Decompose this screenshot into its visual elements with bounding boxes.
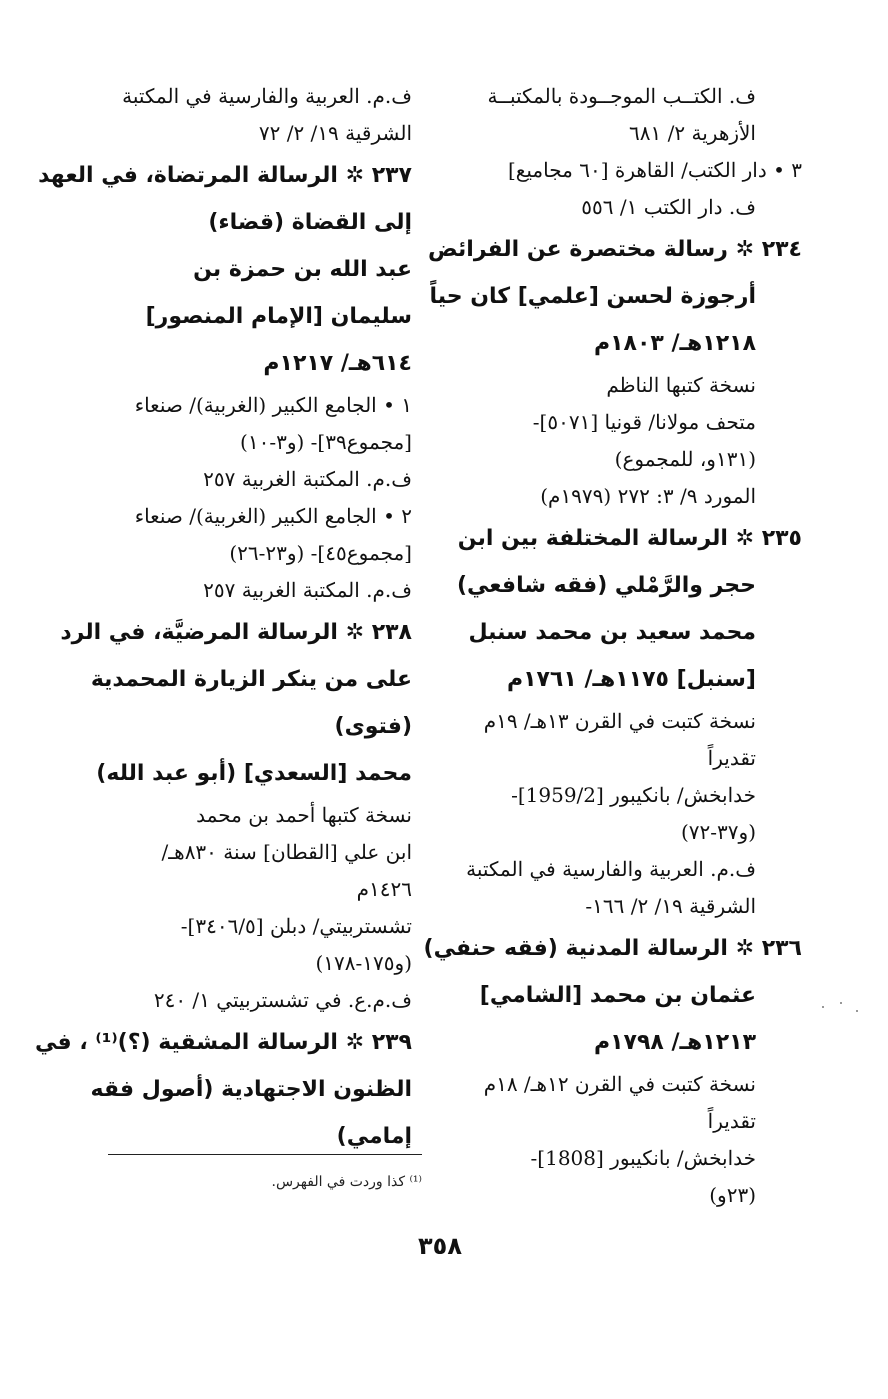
left-column-line: ٦١٤هـ/ ١٢١٧م — [263, 351, 412, 376]
right-column-line: (و٣٧-٧٢) — [680, 820, 756, 844]
left-column-line: ف.م.ع. في تشستربيتي ١/ ٢٤٠ — [153, 988, 412, 1012]
left-column-line: ١٤٢٦م — [356, 877, 412, 901]
right-column-line: ف. دار الكتب ١/ ٥٥٦ — [581, 195, 756, 219]
right-column-line: محمد سعيد بن محمد سنبل — [468, 620, 756, 645]
right-column-line: نسخة كتبت في القرن ١٣هـ/ ١٩م — [483, 709, 756, 733]
right-column-line: خدابخش/ بانكيبور [1959/2]- — [511, 783, 756, 807]
right-column-line: المورد ٩/ ٣: ٢٧٢ (١٩٧٩م) — [540, 484, 756, 508]
left-column-line: إمامي) — [336, 1124, 412, 1149]
scan-specks — [818, 1000, 878, 1020]
left-column-line: ف.م. المكتبة الغربية ٢٥٧ — [203, 467, 412, 491]
right-column-line: نسخة كتبت في القرن ١٢هـ/ ١٨م — [483, 1072, 756, 1096]
right-column-line: تقديراً — [707, 1109, 756, 1133]
right-column-line: متحف مولانا/ قونيا [٥٠٧١]- — [532, 410, 756, 434]
right-column-line: ٢٣٦ ✲ الرسالة المدنية (فقه حنفي) — [423, 936, 802, 961]
left-column-line: ٢٣٨ ✲ الرسالة المرضيَّة، في الرد — [60, 620, 412, 645]
left-column-line: (فتوى) — [334, 714, 412, 739]
right-column — [423, 78, 802, 1214]
left-column-line: إلى القضاة (قضاء) — [208, 210, 412, 235]
right-column-line: أرجوزة لحسن [علمي] كان حياً — [429, 284, 756, 309]
right-column-line: ٣ • دار الكتب/ القاهرة [٦٠ مجاميع] — [507, 158, 802, 182]
left-column-line: تشستربيتي/ دبلن [٣٤٠٦/٥]- — [180, 914, 412, 938]
left-column-line: الظنون الاجتهادية (أصول فقه — [90, 1077, 412, 1102]
right-column-line: ٢٣٤ ✲ رسالة مختصرة عن الفرائض — [428, 237, 802, 262]
page-number: ٣٥٨ — [418, 1232, 462, 1260]
right-column-line: ٢٣٥ ✲ الرسالة المختلفة بين ابن — [457, 526, 802, 551]
left-column-line: ٢٣٩ ✲ الرسالة المشقية (؟)⁽¹⁾ ، في — [35, 1030, 412, 1055]
right-column-line: (٢٣و) — [709, 1183, 756, 1207]
right-column-line: حجر والرَّمْلي (فقه شافعي) — [456, 573, 756, 598]
right-column-line: ١٢١٨هـ/ ١٨٠٣م — [593, 331, 756, 356]
footnote-separator — [108, 1154, 422, 1155]
left-column-line: ف.م. العربية والفارسية في المكتبة — [122, 84, 412, 108]
right-column-line: ف. الكتــب الموجــودة بالمكتبــة — [487, 84, 756, 108]
left-column-line: ابن علي [القطان] سنة ٨٣٠هـ/ — [161, 840, 412, 864]
right-column-line: خدابخش/ بانكيبور [1808]- — [530, 1146, 756, 1170]
right-column-line: عثمان بن محمد [الشامي] — [479, 983, 756, 1008]
left-column-line: محمد [السعدي] (أبو عبد الله) — [96, 761, 412, 786]
left-column-line: سليمان [الإمام المنصور] — [145, 304, 412, 329]
right-column-line: الأزهرية ٢/ ٦٨١ — [629, 121, 756, 145]
right-column-line: نسخة كتبها الناظم — [606, 373, 756, 397]
left-column-line: ٢ • الجامع الكبير (الغربية)/ صنعاء — [134, 504, 412, 528]
left-column-line: ف.م. المكتبة الغربية ٢٥٧ — [203, 578, 412, 602]
right-column-line: تقديراً — [707, 746, 756, 770]
footnote: ⁽¹⁾ كذا وردت في الفهرس. — [271, 1174, 422, 1190]
left-column-line: على من ينكر الزيارة المحمدية — [90, 667, 412, 692]
right-column-line: [سنبل] ١١٧٥هـ/ ١٧٦١م — [506, 667, 756, 692]
right-column-line: (١٣١و، للمجموع) — [614, 447, 756, 471]
left-column-line: ١ • الجامع الكبير (الغربية)/ صنعاء — [134, 393, 412, 417]
right-column-line: الشرقية ١٩/ ٢/ ١٦٦- — [585, 894, 756, 918]
left-column — [35, 78, 412, 1160]
left-column-line: (و١٧٥-١٧٨) — [315, 951, 412, 975]
left-column-line: [مجموع٣٩]- (و٣-١٠) — [240, 430, 412, 454]
left-column-line: عبد الله بن حمزة بن — [193, 257, 412, 282]
right-column-line: ١٢١٣هـ/ ١٧٩٨م — [593, 1030, 756, 1055]
left-column-line: نسخة كتبها أحمد بن محمد — [196, 803, 412, 827]
right-column-line: ف.م. العربية والفارسية في المكتبة — [466, 857, 756, 881]
left-column-line: [مجموع٤٥]- (و٢٣-٢٦) — [229, 541, 412, 565]
left-column-line: ٢٣٧ ✲ الرسالة المرتضاة، في العهد — [38, 163, 412, 188]
left-column-line: الشرقية ١٩/ ٢/ ٧٢ — [258, 121, 412, 145]
